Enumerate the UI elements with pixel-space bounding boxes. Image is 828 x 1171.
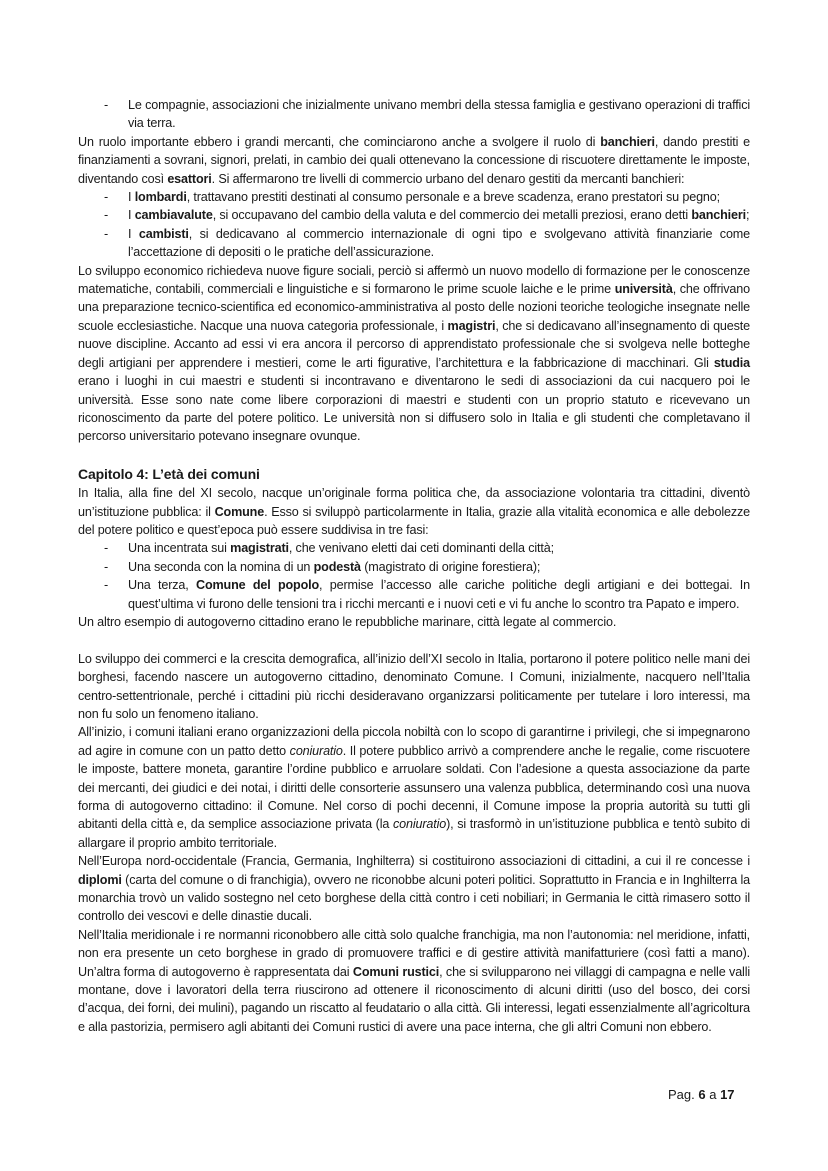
text-run: Una terza,: [128, 578, 196, 593]
text-run: (carta del comune o di franchigia), ovvero ne riconobbe alcuni poteri politici. Soprattutto in Francia e in Inghilterra la monarchia trovò un valido sostegno nel ceto borghese della città contro i ceti nobiliari; in Germania le città rimasero sotto il controllo dei vescovi e delle dinastie ducali.: [78, 872, 750, 924]
paragraph: [78, 723, 750, 852]
italic-term: coniuratio: [392, 817, 447, 832]
bold-term: università: [614, 282, 673, 297]
bold-term: lombardi: [134, 190, 187, 205]
text-run: Nell’Europa nord-occidentale (Francia, Germania, Inghilterra) si costituirono associazioni di cittadini, a cui il re concesse i: [78, 854, 750, 869]
text-run: ;: [745, 208, 750, 223]
document-page: [78, 96, 750, 1036]
text-run: Lo sviluppo dei commerci e la crescita demografica, all’inizio dell’XI secolo in Italia, portarono il potere politico nelle mani dei borghesi, facendo nascere un autogoverno cittadino, denominato Comune. I Comuni, inizialmente, nacquero nell’Italia centro-settentrionale, perché i cittadini più ricchi desideravano organizzarsi politicamente per tutelare i loro interessi, ma non fu solo un fenomeno italiano.: [78, 651, 750, 721]
text-run: . Il potere pubblico arrivò a comprendere anche le regalie, come riscuotere le imposte, battere moneta, garantire l’ordine pubblico e arruolare soldati. Con l’adesione a questa associazione da parte dei mercanti, dei giudici e dei notai, i diritti delle consorterie assunsero una valenza pubblica, determinando così una nuova forma di autogoverno cittadino: il Comune. Nel corso di pochi decenni, il Comune impose la propria autorità su tutti gli abitanti della città e, da semplice associazione privata (la: [78, 743, 750, 832]
text-run: , permise l’accesso alle cariche politiche degli artigiani e dei bottegai. In quest’ultima vi furono delle tensioni tra i ricchi mercanti e i nuovi ceti e vi fu anche lo scontro tra Papato e impero.: [128, 578, 751, 611]
bullet-dash: -: [104, 190, 109, 205]
bullet-item: [78, 225, 750, 262]
bullet-item: [78, 188, 750, 206]
chapter-heading: [78, 464, 750, 484]
text-run: Un altro esempio di autogoverno cittadino erano le repubbliche marinare, città legate al commercio.: [78, 614, 617, 629]
text-run: , che venivano eletti dai ceti dominanti della città;: [288, 541, 554, 556]
current-page: 6: [698, 1087, 706, 1102]
bullet-dash: -: [104, 541, 109, 556]
paragraph: [78, 650, 750, 724]
bullet-dash: -: [104, 208, 109, 223]
bold-term: esattori: [167, 171, 212, 186]
text-run: , che offrivano una preparazione tecnico-scientifica ed economico-amministrativa al posto delle nozioni teoriche teologiche insegnate nelle scuole ecclesiastiche. Nacque una nuova categoria professionale, i: [78, 282, 750, 333]
text-run: , che si svilupparono nei villaggi di campagna e nelle valli montane, dove i lavoratori della terra riuscirono ad ottenere il riconoscimento di alcuni diritti (uso del bosco, dei corsi d’acqua, dei forni, dei mulini), pagando un riscatto al feudatario o alla città. Gli interessi, legati essenzialmente all’agricoltura e alla pastorizia, permisero agli abitanti dei Comuni rustici di avere una pace interna, che gli altri Comuni non ebbero.: [78, 964, 750, 1034]
text-run: , trattavano prestiti destinati al consumo personale e a breve scadenza, erano prestatori su pegno;: [186, 190, 720, 205]
bold-term: cambisti: [138, 226, 189, 241]
paragraph: [78, 262, 750, 446]
bold-term: banchieri: [600, 134, 655, 149]
text-run: Nell’Italia meridionale i re normanni riconobbero alle città solo qualche franchigia, ma non l’autonomia: nel meridione, infatti, non era presente un ceto borghese in grado di promuovere traffici e di gestire attività manifatturiere (così fatti a mano). Un’altra forma di autogoverno è rappresentata dai: [78, 927, 750, 979]
page-prefix: Pag.: [668, 1087, 699, 1102]
page-separator: a: [705, 1087, 721, 1102]
bullet-item: [78, 558, 750, 576]
total-pages: 17: [720, 1087, 735, 1102]
text-run: . Esso si sviluppò particolarmente in Italia, grazie alla vitalità economica e alle debolezze del potere politico e quest’epoca può essere suddivisa in tre fasi:: [78, 504, 751, 537]
text-run: Una incentrata sui: [128, 541, 231, 556]
bullet-item: [78, 206, 750, 224]
text-run: In Italia, alla fine del XI secolo, nacque un’originale forma politica che, da associazione volontaria tra cittadini, diventò un’istituzione pubblica: il: [78, 486, 750, 519]
bold-term: diplomi: [78, 872, 122, 887]
text-run: . Si affermarono tre livelli di commercio urbano del denaro gestiti da mercanti banchieri:: [211, 171, 685, 186]
paragraph: [78, 852, 750, 926]
text-run: I: [128, 226, 139, 241]
text-run: (magistrato di origine forestiera);: [360, 559, 541, 574]
paragraph: [78, 484, 750, 539]
text-run: , che si dedicavano all’insegnamento di queste nuove discipline. Accanto ad essi vi era ancora il percorso di apprendistato professionale che si svolgeva nelle botteghe degli artigiani per apprendere i mestieri, come le arti figurative, l’architettura e la fabbricazione di macchinari. Gli: [78, 318, 750, 370]
text-run: All’inizio, i comuni italiani erano organizzazioni della piccola nobiltà con lo scopo di garantirne i privilegi, che si impegnarono ad agire in comune con un patto detto: [78, 725, 750, 758]
bullet-item: [78, 539, 750, 557]
text-run: , si dedicavano al commercio internazionale di ogni tipo e svolgevano attività finanziarie come l’accettazione di depositi o le pratiche dell’assicurazione.: [128, 226, 751, 260]
bullet-item: [78, 96, 750, 133]
bullet-item: [78, 576, 750, 613]
text-run: Una seconda con la nomina di un: [128, 559, 314, 574]
paragraph: [78, 926, 750, 1036]
bold-term: studia: [713, 355, 750, 370]
blank-line: [78, 446, 750, 464]
text-run: ), si trasformò in un’istituzione pubblica e tentò subito di allargare il proprio ambito territoriale.: [78, 817, 750, 850]
text-run: erano i luoghi in cui maestri e studenti si incontravano e diventarono le sedi di associazioni da cui nacquero poi le università. Esse sono nate come libere corporazioni di maestri e studenti con un proprio statuto e ricevevano un riconoscimento da parte del potere politico. Le università non si diffusero solo in Italia e gli studenti che completavano il percorso universitario potevano insegnare ovunque.: [78, 374, 750, 444]
bold-term: Comuni rustici: [352, 964, 440, 979]
bold-term: magistrati: [230, 541, 289, 556]
bullet-dash: -: [104, 578, 109, 593]
bold-term: podestà: [313, 559, 361, 574]
text-run: , dando prestiti e finanziamenti a sovrani, signori, prelati, in cambio dei quali ottenevano la concessione di riscuotere direttamente le imposte, diventando così: [78, 134, 750, 186]
bold-term: Comune: [214, 504, 265, 519]
bullet-dash: -: [104, 559, 109, 574]
blank-line: [78, 631, 750, 649]
bold-term: cambiavalute: [134, 208, 213, 223]
bold-term: magistri: [447, 318, 496, 333]
text-run: Le compagnie, associazioni che inizialmente univano membri della stessa famiglia e gestivano operazioni di traffici via terra.: [128, 98, 750, 131]
text-run: , si occupavano del cambio della valuta e del commercio dei metalli preziosi, erano detti: [212, 208, 692, 223]
bold-term: banchieri: [691, 208, 746, 223]
text-run: I: [128, 190, 135, 205]
italic-term: coniuratio: [289, 743, 343, 758]
text-run: Capitolo 4: L’età dei comuni: [78, 466, 260, 483]
paragraph: [78, 133, 750, 188]
paragraph: [78, 613, 750, 631]
bullet-dash: -: [104, 226, 109, 241]
page-number: [668, 1087, 735, 1102]
text-run: I: [128, 208, 135, 223]
bold-term: Comune del popolo: [196, 578, 320, 593]
text-run: Lo sviluppo economico richiedeva nuove figure sociali, perciò si affermò un nuovo modello di formazione per le conoscenze matematiche, contabili, commerciali e linguistiche e si formarono le prime scuole laiche e le prime: [78, 263, 750, 297]
text-run: Un ruolo importante ebbero i grandi mercanti, che cominciarono anche a svolgere il ruolo di: [78, 134, 601, 149]
bullet-dash: -: [104, 98, 109, 112]
